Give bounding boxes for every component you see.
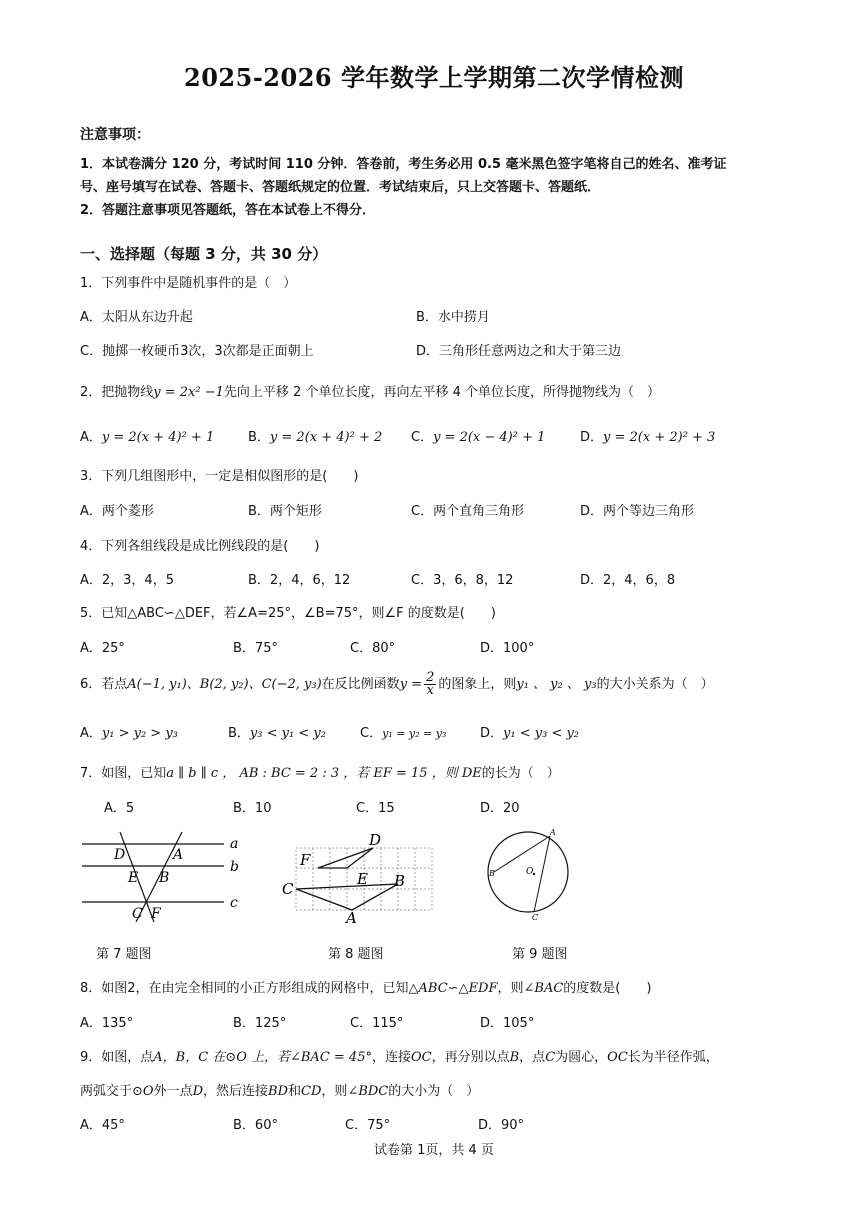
q2-option-a-expr: y = 2(x + 4)² + 1 bbox=[101, 430, 215, 445]
q6-stem-part-a: 6．若点 bbox=[80, 677, 128, 692]
q2-option-d: D．y = 2(x + 2)² + 3 bbox=[580, 430, 716, 445]
fig9-label-B: B bbox=[489, 869, 495, 878]
q4-stem: 4．下列各组线段是成比例线段的是( ) bbox=[80, 539, 320, 554]
q6-vars-expr: y₁ 、 y₂ 、 y₃ bbox=[516, 677, 597, 692]
notice-heading: 注意事项： bbox=[80, 127, 150, 143]
q8-option-c: C．115° bbox=[350, 1016, 404, 1031]
figure-9 bbox=[484, 824, 574, 924]
q2-option-b-expr: y = 2(x + 4)² + 2 bbox=[269, 430, 383, 445]
fig8-triangle-def bbox=[318, 848, 373, 868]
q8-stem bbox=[80, 977, 651, 996]
q8-option-b: B．125° bbox=[233, 1016, 287, 1031]
fig9-label-A: A bbox=[550, 828, 556, 837]
fig7-label-C: C bbox=[132, 906, 143, 922]
q5-option-a: A．25° bbox=[80, 641, 125, 656]
notice-line-1: 1．本试卷满分 120 分，考试时间 110 分钟．答卷前，考生务必用 0.5 毫米黑色签字笔将自己的姓名、准考证 bbox=[80, 157, 727, 172]
q8-expr: △ABC∽△EDF bbox=[408, 981, 498, 996]
section-heading: 一、选择题（每题 3 分，共 30 分） bbox=[80, 245, 328, 263]
q2-stem-part-a: 2．把抛物线 bbox=[80, 385, 154, 400]
fig7-caption: 第 7 题图 bbox=[96, 947, 152, 962]
q2-option-c: C．y = 2(x − 4)² + 1 bbox=[411, 430, 546, 445]
fig7-label-c: c bbox=[230, 895, 238, 911]
q2-option-b: B．y = 2(x + 4)² + 2 bbox=[248, 430, 383, 445]
q6-fraction bbox=[424, 672, 436, 697]
q6-option-c-expr: y₁ = y₂ = y₃ bbox=[382, 727, 447, 740]
q5-option-d: D．100° bbox=[480, 641, 535, 656]
page-title: 2025-2026 学年数学上学期第二次学情检测 bbox=[184, 63, 684, 92]
q9-expr-1: A，B，C 在⊙O 上，若∠BAC = 45° bbox=[153, 1050, 372, 1065]
q4-option-c: C．3，6，8，12 bbox=[411, 573, 514, 588]
q7-stem-part-a: 7．如图，已知 bbox=[80, 766, 167, 781]
fig8-label-D: D bbox=[369, 831, 382, 849]
q6-stem-part-c: 的图象上，则 bbox=[438, 677, 517, 692]
q7-stem bbox=[80, 762, 560, 781]
q6-stem bbox=[80, 666, 714, 704]
q9-option-a: A．45° bbox=[80, 1118, 125, 1133]
fig7-label-D: D bbox=[114, 847, 126, 863]
q6-points-expr: A(−1, y₁)、B(2, y₂)、C(−2, y₃) bbox=[127, 677, 322, 692]
q6-option-b-expr: y₃ < y₁ < y₂ bbox=[249, 726, 326, 741]
q6-option-d-expr: y₁ < y₃ < y₂ bbox=[503, 726, 579, 741]
q1-stem: 1．下列事件中是随机事件的是（ ） bbox=[80, 276, 297, 291]
q1-option-c: C．抛掷一枚硬币3次，3次都是正面朝上 bbox=[80, 344, 314, 359]
q7-stem-part-b: 的长为（ ） bbox=[481, 766, 560, 781]
q6-option-a: A．y₁ > y₂ > y₃ bbox=[80, 726, 178, 741]
q8-stem-part-b: ，则 bbox=[497, 981, 524, 996]
fig7-label-b: b bbox=[230, 859, 239, 875]
q4-option-d: D．2，4，6，8 bbox=[580, 573, 676, 588]
fig8-label-B: B bbox=[394, 872, 406, 890]
q4-option-b: B．2，4，6，12 bbox=[248, 573, 351, 588]
fig9-label-O: O bbox=[526, 867, 534, 877]
q1-option-a: A．太阳从东边升起 bbox=[80, 310, 193, 325]
figure-7 bbox=[78, 828, 250, 926]
q1-option-b: B．水中捞月 bbox=[416, 310, 490, 325]
notice-line-3: 2．答题注意事项见答题纸，答在本试卷上不得分． bbox=[80, 203, 376, 218]
q7-option-a: A．5 bbox=[104, 801, 135, 816]
q5-option-b: B．75° bbox=[233, 641, 278, 656]
q6-fraction-numerator: 2 bbox=[426, 670, 435, 685]
page-footer: 试卷第 1页，共 4 页 bbox=[374, 1143, 494, 1158]
q2-stem-part-b: 先向上平移 2 个单位长度，再向左平移 4 个单位长度，所得抛物线为（ ） bbox=[223, 385, 660, 400]
q9-stem-line-1: 9．如图，点A，B，C 在⊙O 上，若∠BAC = 45°，连接OC，再分别以点B，点C为圆心，OC长为半径作弧， bbox=[80, 1050, 719, 1065]
fig8-label-E: E bbox=[357, 870, 368, 888]
fig8-caption: 第 8 题图 bbox=[328, 947, 384, 962]
q6-stem-part-d: 的大小关系为（ ） bbox=[596, 677, 714, 692]
q5-stem: 5．已知△ABC∽△DEF，若∠A=25°，∠B=75°，则∠F 的度数是( ) bbox=[80, 606, 496, 621]
fig9-chord-ac bbox=[534, 836, 550, 912]
q3-stem: 3．下列几组图形中，一定是相似图形的是( ) bbox=[80, 469, 359, 484]
q9-stem-line-2: 两弧交于⊙O外一点D，然后连接BD和CD，则∠BDC的大小为（ ） bbox=[80, 1084, 480, 1099]
q8-option-a: A．135° bbox=[80, 1016, 134, 1031]
fig9-caption: 第 9 题图 bbox=[512, 947, 568, 962]
q6-option-a-expr: y₁ > y₂ > y₃ bbox=[101, 726, 178, 741]
figure-8 bbox=[278, 828, 438, 928]
q2-parabola-expr: y = 2x² −1 bbox=[153, 385, 224, 400]
fig7-label-F: F bbox=[151, 906, 161, 922]
notice-line-2: 号、座号填写在试卷、答题卡、答题纸规定的位置．考试结束后，只上交答题卡、答题纸． bbox=[80, 180, 601, 195]
fig8-label-A: A bbox=[346, 909, 357, 927]
q2-option-c-expr: y = 2(x − 4)² + 1 bbox=[433, 430, 546, 445]
fig8-label-F: F bbox=[300, 851, 311, 869]
q7-option-c: C．15 bbox=[356, 801, 395, 816]
q7-option-b: B．10 bbox=[233, 801, 272, 816]
q6-option-c: C．y₁ = y₂ = y₃ bbox=[360, 726, 447, 741]
q6-fraction-denominator: x bbox=[426, 683, 434, 698]
q3-option-d: D．两个等边三角形 bbox=[580, 504, 695, 519]
q5-option-c: C．80° bbox=[350, 641, 396, 656]
q4-option-a: A．2，3，4，5 bbox=[80, 573, 174, 588]
q7-option-d: D．20 bbox=[480, 801, 520, 816]
q3-option-b: B．两个矩形 bbox=[248, 504, 322, 519]
q6-option-b: B．y₃ < y₁ < y₂ bbox=[228, 726, 326, 741]
q7-expr: a ∥ b ∥ c ， AB : BC = 2 : 3 ，若 EF = 15 ，则 DE bbox=[166, 766, 482, 781]
fig9-label-C: C bbox=[532, 913, 539, 922]
fig8-label-C: C bbox=[282, 880, 294, 898]
q8-option-d: D．105° bbox=[480, 1016, 535, 1031]
q9-option-b: B．60° bbox=[233, 1118, 278, 1133]
q2-option-a: A．y = 2(x + 4)² + 1 bbox=[80, 430, 215, 445]
q8-stem-part-a: 8．如图2，在由完全相同的小正方形组成的网格中，已知 bbox=[80, 981, 409, 996]
fig7-label-A: A bbox=[173, 847, 184, 863]
q9-option-d: D．90° bbox=[478, 1118, 525, 1133]
q9-option-c: C．75° bbox=[345, 1118, 391, 1133]
q2-option-d-expr: y = 2(x + 2)² + 3 bbox=[603, 430, 716, 445]
q8-stem-part-c: 的度数是( ) bbox=[563, 981, 652, 996]
q3-option-a: A．两个菱形 bbox=[80, 504, 154, 519]
fig7-label-B: B bbox=[159, 870, 170, 886]
q8-expr-2: ∠BAC bbox=[523, 981, 564, 996]
q3-option-c: C．两个直角三角形 bbox=[411, 504, 525, 519]
q6-stem-part-b: 在反比例函数 bbox=[321, 677, 400, 692]
q6-func-lhs: y = bbox=[399, 677, 423, 692]
q6-option-d: D．y₁ < y₃ < y₂ bbox=[480, 726, 579, 741]
fig7-label-E: E bbox=[128, 870, 139, 886]
q2-stem bbox=[80, 381, 660, 400]
fig7-label-a: a bbox=[230, 836, 239, 852]
q1-option-d: D．三角形任意两边之和大于第三边 bbox=[416, 344, 622, 359]
